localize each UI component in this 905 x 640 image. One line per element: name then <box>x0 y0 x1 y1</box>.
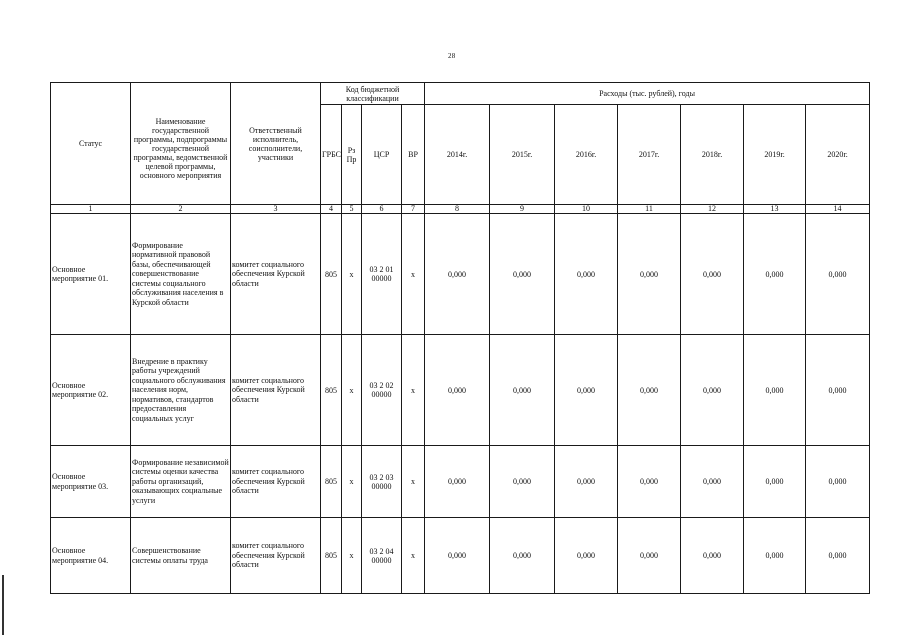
column-number: 1 <box>51 205 131 214</box>
row-csr: 03 2 02 00000 <box>362 335 402 446</box>
row-grbs: 805 <box>321 518 342 594</box>
page-number: 28 <box>448 52 456 60</box>
row-value: 0,000 <box>744 518 806 594</box>
row-value: 0,000 <box>425 518 490 594</box>
row-value: 0,000 <box>806 214 870 335</box>
row-grbs: 805 <box>321 214 342 335</box>
column-number: 5 <box>342 205 362 214</box>
row-value: 0,000 <box>555 446 618 518</box>
row-rzpr: х <box>342 335 362 446</box>
row-responsible: комитет социального обеспечения Курской области <box>231 518 321 594</box>
column-number: 10 <box>555 205 618 214</box>
row-grbs: 805 <box>321 335 342 446</box>
row-value: 0,000 <box>490 518 555 594</box>
budget-table <box>50 82 870 594</box>
column-number: 13 <box>744 205 806 214</box>
row-value: 0,000 <box>425 214 490 335</box>
row-name: Внедрение в практику работы учреждений социального обслуживания населения норм, нормативов, стандартов предоставления социальных услуг <box>131 335 231 446</box>
row-value: 0,000 <box>490 446 555 518</box>
row-value: 0,000 <box>618 335 681 446</box>
row-status: Основное мероприятие 02. <box>51 335 131 446</box>
row-responsible: комитет социального обеспечения Курской области <box>231 335 321 446</box>
header-year: 2017г. <box>618 105 681 205</box>
header-year: 2019г. <box>744 105 806 205</box>
row-rzpr: х <box>342 518 362 594</box>
row-status: Основное мероприятие 03. <box>51 446 131 518</box>
row-value: 0,000 <box>681 518 744 594</box>
row-value: 0,000 <box>806 518 870 594</box>
column-number: 11 <box>618 205 681 214</box>
row-csr: 03 2 01 00000 <box>362 214 402 335</box>
row-value: 0,000 <box>618 518 681 594</box>
column-number: 7 <box>402 205 425 214</box>
header-rzpr: Рз Пр <box>342 105 362 205</box>
row-vr: х <box>402 446 425 518</box>
row-value: 0,000 <box>806 446 870 518</box>
header-status: Статус <box>51 83 131 205</box>
row-responsible: комитет социального обеспечения Курской области <box>231 446 321 518</box>
column-number: 9 <box>490 205 555 214</box>
left-margin-rule <box>2 575 4 635</box>
row-name: Формирование нормативной правовой базы, обеспечивающей совершенствование системы социального обслуживания населения в Курской области <box>131 214 231 335</box>
header-year: 2018г. <box>681 105 744 205</box>
row-responsible: комитет социального обеспечения Курской области <box>231 214 321 335</box>
column-number: 3 <box>231 205 321 214</box>
column-number: 4 <box>321 205 342 214</box>
row-value: 0,000 <box>681 335 744 446</box>
row-value: 0,000 <box>806 335 870 446</box>
row-name: Формирование независимой системы оценки качества работы организаций, оказывающих социальные услуги <box>131 446 231 518</box>
row-value: 0,000 <box>681 214 744 335</box>
row-vr: х <box>402 214 425 335</box>
row-status: Основное мероприятие 04. <box>51 518 131 594</box>
row-status: Основное мероприятие 01. <box>51 214 131 335</box>
table-row <box>51 335 870 446</box>
header-year: 2015г. <box>490 105 555 205</box>
header-budget-code: Код бюджетной классификации <box>321 83 425 105</box>
header-expenses: Расходы (тыс. рублей), годы <box>425 83 870 105</box>
row-value: 0,000 <box>555 518 618 594</box>
header-name: Наименование государственной программы, подпрограммы государственной программы, ведомственной целевой программы, основного мероприятия <box>131 83 231 205</box>
row-vr: х <box>402 518 425 594</box>
row-rzpr: х <box>342 446 362 518</box>
table-header <box>51 83 870 205</box>
header-grbs: ГРБС <box>321 105 342 205</box>
row-value: 0,000 <box>744 335 806 446</box>
column-number: 12 <box>681 205 744 214</box>
column-number: 2 <box>131 205 231 214</box>
table-row <box>51 518 870 594</box>
row-value: 0,000 <box>425 335 490 446</box>
header-csr: ЦСР <box>362 105 402 205</box>
row-value: 0,000 <box>618 214 681 335</box>
column-number: 6 <box>362 205 402 214</box>
row-value: 0,000 <box>555 335 618 446</box>
column-number: 8 <box>425 205 490 214</box>
header-year: 2016г. <box>555 105 618 205</box>
row-value: 0,000 <box>744 446 806 518</box>
row-value: 0,000 <box>744 214 806 335</box>
row-grbs: 805 <box>321 446 342 518</box>
row-value: 0,000 <box>555 214 618 335</box>
row-rzpr: х <box>342 214 362 335</box>
row-value: 0,000 <box>618 446 681 518</box>
column-number-row <box>51 205 870 214</box>
row-csr: 03 2 04 00000 <box>362 518 402 594</box>
row-value: 0,000 <box>490 335 555 446</box>
row-name: Совершенствование системы оплаты труда <box>131 518 231 594</box>
row-vr: х <box>402 335 425 446</box>
column-number: 14 <box>806 205 870 214</box>
header-responsible: Ответственный исполнитель, соисполнители, участники <box>231 83 321 205</box>
header-year: 2020г. <box>806 105 870 205</box>
row-value: 0,000 <box>681 446 744 518</box>
row-value: 0,000 <box>425 446 490 518</box>
header-year: 2014г. <box>425 105 490 205</box>
table-row <box>51 214 870 335</box>
table-row <box>51 446 870 518</box>
row-value: 0,000 <box>490 214 555 335</box>
header-vr: ВР <box>402 105 425 205</box>
row-csr: 03 2 03 00000 <box>362 446 402 518</box>
